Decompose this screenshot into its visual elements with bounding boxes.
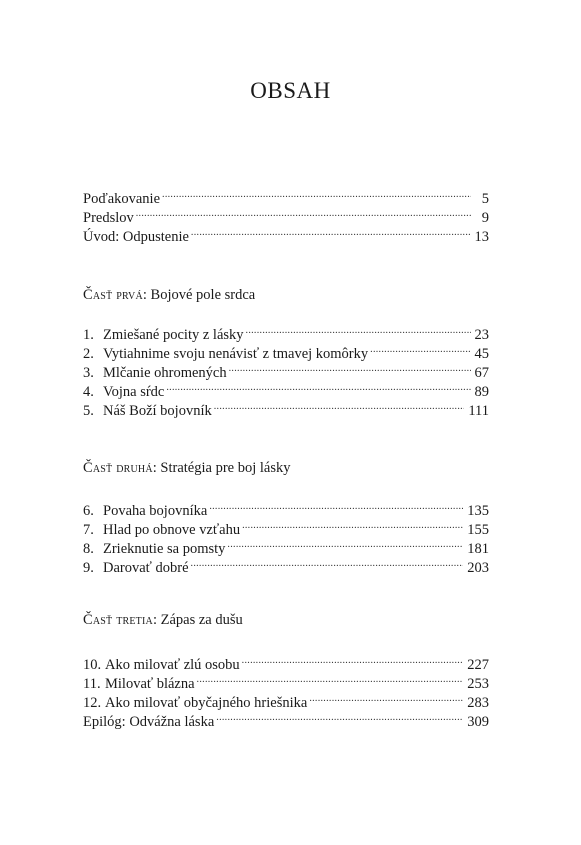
- dot-leader: [246, 320, 471, 339]
- part-name: : Bojové pole srdca: [142, 287, 256, 303]
- toc-entry-title: Zmiešané pocity z lásky: [103, 327, 244, 343]
- chapter-number: 7.: [83, 522, 94, 538]
- toc-page-number: 283: [467, 695, 489, 711]
- toc-entry-title: Vytiahnime svoju nenávisť z tmavej komôrky: [103, 346, 369, 362]
- chapter-number: 3.: [83, 365, 94, 381]
- part-2-chapter-list: [83, 496, 489, 576]
- toc-entry-title: Vojna sŕdc: [103, 384, 165, 400]
- toc-entry-title: Ako milovať obyčajného hriešnika: [105, 695, 308, 711]
- dot-leader: [214, 396, 465, 415]
- part-1-chapter-list: [83, 320, 489, 419]
- toc-entry-title: Mlčanie ohromených: [103, 365, 227, 381]
- part-heading-3: [83, 611, 243, 630]
- toc-page-number: 135: [467, 503, 489, 519]
- toc-page-number: 67: [474, 365, 489, 381]
- toc-entry-title: Predslov: [83, 210, 134, 226]
- dot-leader: [216, 707, 463, 726]
- toc-page-number: 9: [481, 210, 489, 226]
- toc-row-acknowledgements: [83, 184, 489, 207]
- front-matter-list: [83, 184, 489, 245]
- dot-leader: [191, 553, 464, 572]
- toc-entry-title: Úvod: Odpustenie: [83, 229, 189, 245]
- toc-entry-title: Milovať blázna: [105, 676, 195, 692]
- dot-leader: [242, 515, 463, 534]
- toc-page-number: 253: [467, 676, 489, 692]
- chapter-number: 1.: [83, 327, 94, 343]
- chapter-number: 4.: [83, 384, 94, 400]
- chapter-number: 11.: [83, 676, 101, 692]
- toc-page-number: 111: [468, 403, 489, 419]
- toc-page-number: 45: [474, 346, 489, 362]
- chapter-number: 8.: [83, 541, 94, 557]
- toc-page-number: 13: [474, 229, 489, 245]
- toc-entry-title: Povaha bojovníka: [103, 503, 208, 519]
- dot-leader: [162, 184, 471, 203]
- toc-entry-title: Zrieknutie sa pomsty: [103, 541, 226, 557]
- part-prefix: Časť tretia: [83, 612, 153, 628]
- toc-page-number: 5: [481, 191, 489, 207]
- chapter-number: 9.: [83, 560, 94, 576]
- toc-row-preface: [83, 203, 489, 226]
- toc-page-number: 23: [474, 327, 489, 343]
- dot-leader: [191, 222, 471, 241]
- dot-leader: [242, 650, 464, 669]
- toc-row-chapter: [83, 496, 489, 519]
- part-heading-1: [83, 286, 255, 305]
- dot-leader: [370, 339, 470, 358]
- toc-entry-title: Ako milovať zlú osobu: [105, 657, 240, 673]
- part-prefix: Časť prvá: [83, 287, 143, 303]
- toc-entry-title: Epilóg: Odvážna láska: [83, 714, 215, 730]
- toc-row-chapter: [83, 650, 489, 673]
- toc-entry-title: Náš Boží bojovník: [103, 403, 212, 419]
- toc-page-number: 227: [467, 657, 489, 673]
- dot-leader: [197, 669, 464, 688]
- part-heading-2: [83, 459, 290, 478]
- page-title: OBSAH: [250, 78, 331, 103]
- dot-leader: [227, 534, 463, 553]
- dot-leader: [209, 496, 463, 515]
- part-3-chapter-list: [83, 650, 489, 730]
- toc-row-introduction: [83, 222, 489, 245]
- part-prefix: Časť druhá: [83, 460, 153, 476]
- toc-entry-title: Poďakovanie: [83, 191, 161, 207]
- toc-page-number: 89: [474, 384, 489, 400]
- chapter-number: 12.: [83, 695, 102, 711]
- part-name: : Stratégia pre boj lásky: [152, 460, 291, 476]
- toc-page-number: 309: [467, 714, 489, 730]
- toc-page-number: 181: [467, 541, 489, 557]
- chapter-number: 5.: [83, 403, 94, 419]
- toc-page-number: 203: [467, 560, 489, 576]
- toc-entry-title: Darovať dobré: [103, 560, 189, 576]
- toc-entry-title: Hlad po obnove vzťahu: [103, 522, 241, 538]
- chapter-number: 2.: [83, 346, 94, 362]
- dot-leader: [309, 688, 463, 707]
- part-name: : Zápas za dušu: [152, 612, 243, 628]
- dot-leader: [136, 203, 471, 222]
- chapter-number: 10.: [83, 657, 102, 673]
- chapter-number: 6.: [83, 503, 94, 519]
- toc-page-number: 155: [467, 522, 489, 538]
- dot-leader: [166, 377, 470, 396]
- toc-row-chapter: [83, 320, 489, 343]
- dot-leader: [229, 358, 471, 377]
